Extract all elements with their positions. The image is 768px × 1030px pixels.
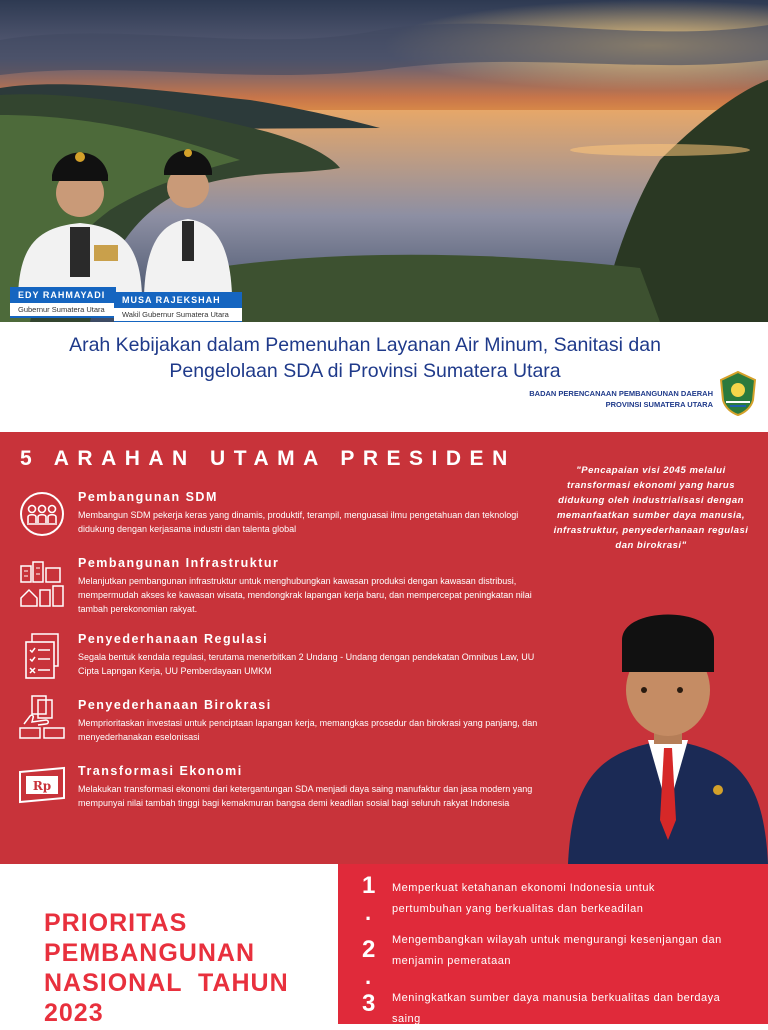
hero-banner xyxy=(0,0,768,322)
directive-heading: Pembangunan Infrastruktur xyxy=(78,556,280,570)
agency-line2: PROVINSI SUMATERA UTARA xyxy=(605,400,713,409)
priority-number: 1 xyxy=(362,872,376,899)
vice-governor-name-tag xyxy=(114,292,242,322)
priorities-title-line3: NASIONAL TAHUN xyxy=(44,969,289,997)
directive-text: Melanjutkan pembangunan infrastruktur untuk menghubungkan kawasan produksi dengan kawasan distribusi, mempermudah akses ke kawasan wisata, mendongkrak lapangan kerja baru, dan mempercepat peningkatan nilai tambah perekonomian rakyat. xyxy=(78,576,532,614)
vision-quote: "Pencapaian visi 2045 melalui transformasi ekonomi yang harus didukung oleh industrialisasi dengan memanfaatkan sumber daya manusia, infrastruktur, penyederhanaan regulasi dan birokrasi" xyxy=(553,465,749,551)
directive-text: Melakukan transformasi ekonomi dari ketergantungan SDA menjadi daya saing manufaktur dan jasa modern yang mempunyai nilai tambah tinggi bagi kemakmuran bangsa demi keadilan sosial bagi seluruh rakyat Indonesia xyxy=(78,784,533,808)
province-emblem-icon xyxy=(718,370,758,416)
governor-name-tag xyxy=(10,287,116,318)
priority-text: Meningkatkan sumber daya manusia berkualitas dan berdaya saing xyxy=(392,992,721,1025)
priority-text: Memperkuat ketahanan ekonomi Indonesia untuk pertumbuhan yang berkualitas dan berkeadilan xyxy=(392,882,655,915)
governor-role: Gubernur Sumatera Utara xyxy=(10,303,116,318)
document-title xyxy=(20,332,710,384)
priority-number: 3 xyxy=(362,990,376,1017)
directive-heading: Penyederhanaan Birokrasi xyxy=(78,698,272,712)
directive-text: Membangun SDM pekerja keras yang dinamis, produktif, terampil, menguasai ilmu pengetahuan dan teknologi didukung dengan kerjasama industri dan talenta global xyxy=(78,510,519,534)
money-icon xyxy=(18,762,66,810)
vice-governor-role: Wakil Gubernur Sumatera Utara xyxy=(114,308,242,322)
agency-name xyxy=(529,388,713,410)
priorities-title-line1: PRIORITAS xyxy=(44,909,188,937)
directive-heading: Penyederhanaan Regulasi xyxy=(78,632,269,646)
governor-name: EDY RAHMAYADI xyxy=(10,287,116,303)
governor-photo xyxy=(8,135,148,295)
priority-text: Mengembangkan wilayah untuk mengurangi kesenjangan dan menjamin pemerataan xyxy=(392,934,722,967)
national-priorities-section xyxy=(0,864,768,1027)
priorities-title-line2: PEMBANGUNAN xyxy=(44,939,255,967)
priorities-title-line4: 2023 xyxy=(44,999,104,1027)
priorities-list: 1 . Memperkuat ketahanan ekonomi Indonesia untuk pertumbuhan yang berkualitas dan berkeadilan 2 . Mengembangkan wilayah untuk mengurangi kesenjangan dan menjamin pemerataan 3 Meningkatkan sumber daya manusia berkualitas dan berdaya saing xyxy=(338,864,768,1024)
directive-heading: Transformasi Ekonomi xyxy=(78,764,243,778)
document-title-line2: Pengelolaan SDA di Provinsi Sumatera Utara xyxy=(169,360,561,382)
title-band xyxy=(0,322,768,432)
svg-text:Rp: Rp xyxy=(32,779,52,793)
directives-title: 5 ARAHAN UTAMA PRESIDEN xyxy=(20,447,516,470)
directive-heading: Pembangunan SDM xyxy=(78,490,218,504)
directive-text: Memprioritaskan investasi untuk penciptaan lapangan kerja, memangkas prosedur dan birokrasi yang panjang, dan menyederhanakan eselonisasi xyxy=(78,718,538,742)
document-title-line1: Arah Kebijakan dalam Pemenuhan Layanan Air Minum, Sanitasi dan xyxy=(69,334,661,356)
directive-text: Segala bentuk kendala regulasi, terutama menerbitkan 2 Undang - Undang dengan pendekatan Omnibus Law, UU Cipta Lapngan Kerja, UU Pemberdayaan UMKM xyxy=(78,652,535,676)
document-checklist-icon xyxy=(18,632,66,680)
people-icon xyxy=(18,490,66,538)
priorities-title xyxy=(44,908,289,1028)
vice-governor-photo xyxy=(140,135,236,295)
vice-governor-name: MUSA RAJEKSHAH xyxy=(114,292,242,308)
agency-line1: BADAN PERENCANAAN PEMBANGUNAN DAERAH xyxy=(529,389,713,398)
president-photo xyxy=(568,580,768,864)
buildings-icon xyxy=(18,560,66,608)
hand-papers-icon xyxy=(18,694,66,742)
priority-number: 2 xyxy=(362,936,376,963)
presidential-directives-section xyxy=(0,432,768,864)
